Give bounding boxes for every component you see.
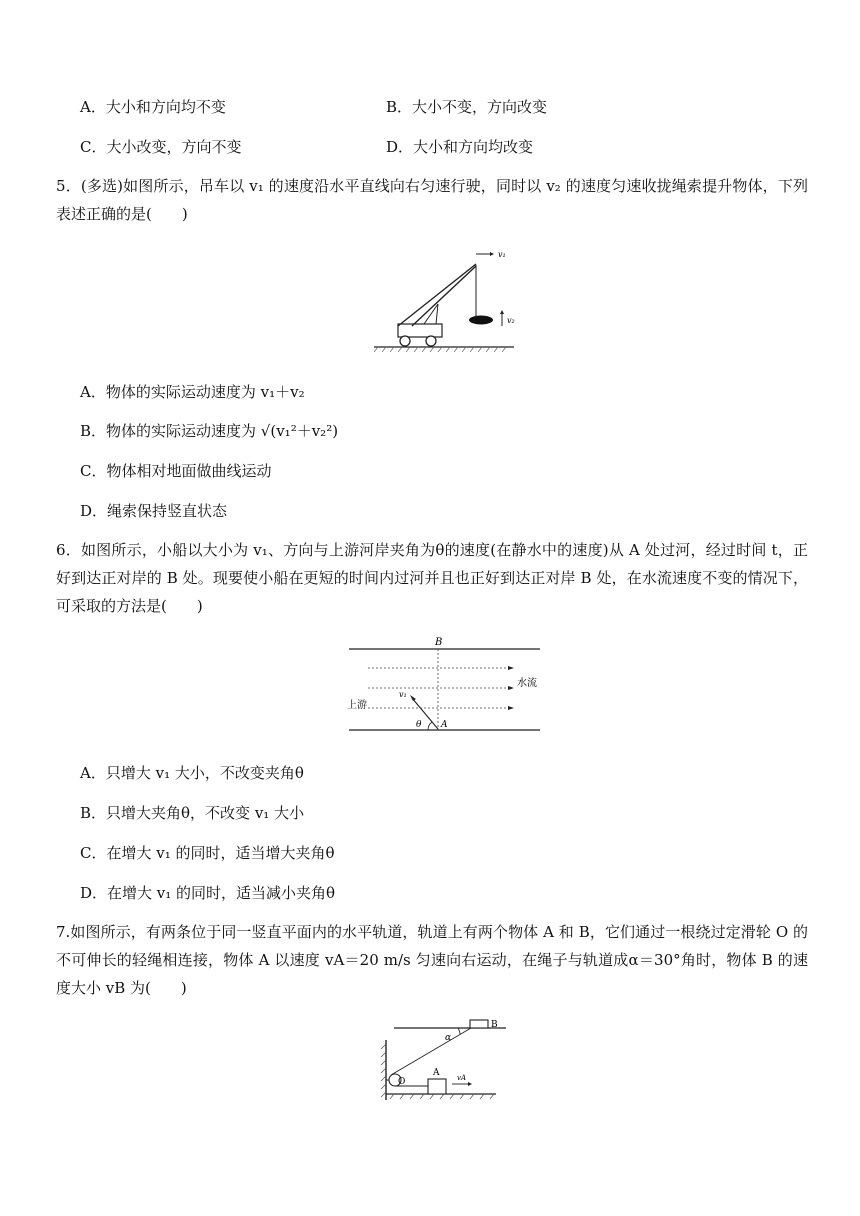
q4-option-d: D．大小和方向均改变 (386, 138, 534, 156)
q6-river-figure (344, 634, 544, 736)
q6-b-label: B (435, 637, 443, 648)
q6-option-b: B．只增大夹角θ，不改变 v₁ 大小 (80, 804, 305, 822)
q6-upstream-label: 上游 (347, 700, 367, 711)
q6-theta-label: θ (416, 720, 422, 730)
q4-option-c: C．大小改变，方向不变 (80, 138, 242, 156)
q5-option-d: D．绳索保持竖直状态 (80, 502, 228, 520)
q7-o-label: O (398, 1077, 406, 1087)
q6-flow-label: 水流 (517, 678, 537, 689)
q5-option-c: C．物体相对地面做曲线运动 (80, 462, 272, 480)
q6-option-c: C．在增大 v₁ 的同时，适当增大夹角θ (80, 844, 335, 862)
q5-v1-label: v₁ (498, 250, 506, 259)
q7-stem: 7.如图所示，有两条位于同一竖直平面内的水平轨道，轨道上有两个物体 A 和 B，它们通过一根绕过定滑轮 O 的不可伸长的轻绳相连接，物体 A 以速度 vA＝20 m/s 匀速向右运动，在绳子与轨道成α＝30°角时，物体 B 的速度大小 vB 为( ) (56, 923, 808, 997)
q6-option-d: D．在增大 v₁ 的同时，适当减小夹角θ (80, 884, 336, 902)
q7-alpha-label: α (445, 1033, 452, 1043)
q5-v2-label: v₂ (507, 316, 515, 325)
q6-stem: 6．如图所示，小船以大小为 v₁、方向与上游河岸夹角为θ的速度(在静水中的速度)从 A 处过河，经过时间 t，正好到达正对岸的 B 处。现要使小船在更短的时间内过河并且也正好到达正对岸 B 处，在水流速度不变的情况下，可采取的方法是( ) (56, 541, 808, 615)
q5-crane-figure (372, 244, 522, 354)
q7-va-label: vA (457, 1074, 467, 1082)
q7-pulley-figure (372, 1014, 522, 1110)
q6-option-a: A．只增大 v₁ 大小，不改变夹角θ (80, 764, 304, 782)
q5-option-b: B．物体的实际运动速度为 √(v₁²＋v₂²) (80, 422, 339, 440)
q4-option-b: B．大小不变，方向改变 (386, 98, 548, 116)
q7-b-label: B (491, 1020, 498, 1030)
q6-a-label: A (441, 720, 448, 730)
q6-v1-label: v₁ (399, 690, 407, 699)
q5-option-a: A．物体的实际运动速度为 v₁＋v₂ (80, 383, 305, 401)
q7-a-label: A (433, 1068, 440, 1078)
q4-option-a: A．大小和方向均不变 (80, 98, 226, 116)
q5-stem: 5．(多选)如图所示，吊车以 v₁ 的速度沿水平直线向右匀速行驶，同时以 v₂ 的速度匀速收拢绳索提升物体，下列表述正确的是( ) (56, 177, 808, 223)
